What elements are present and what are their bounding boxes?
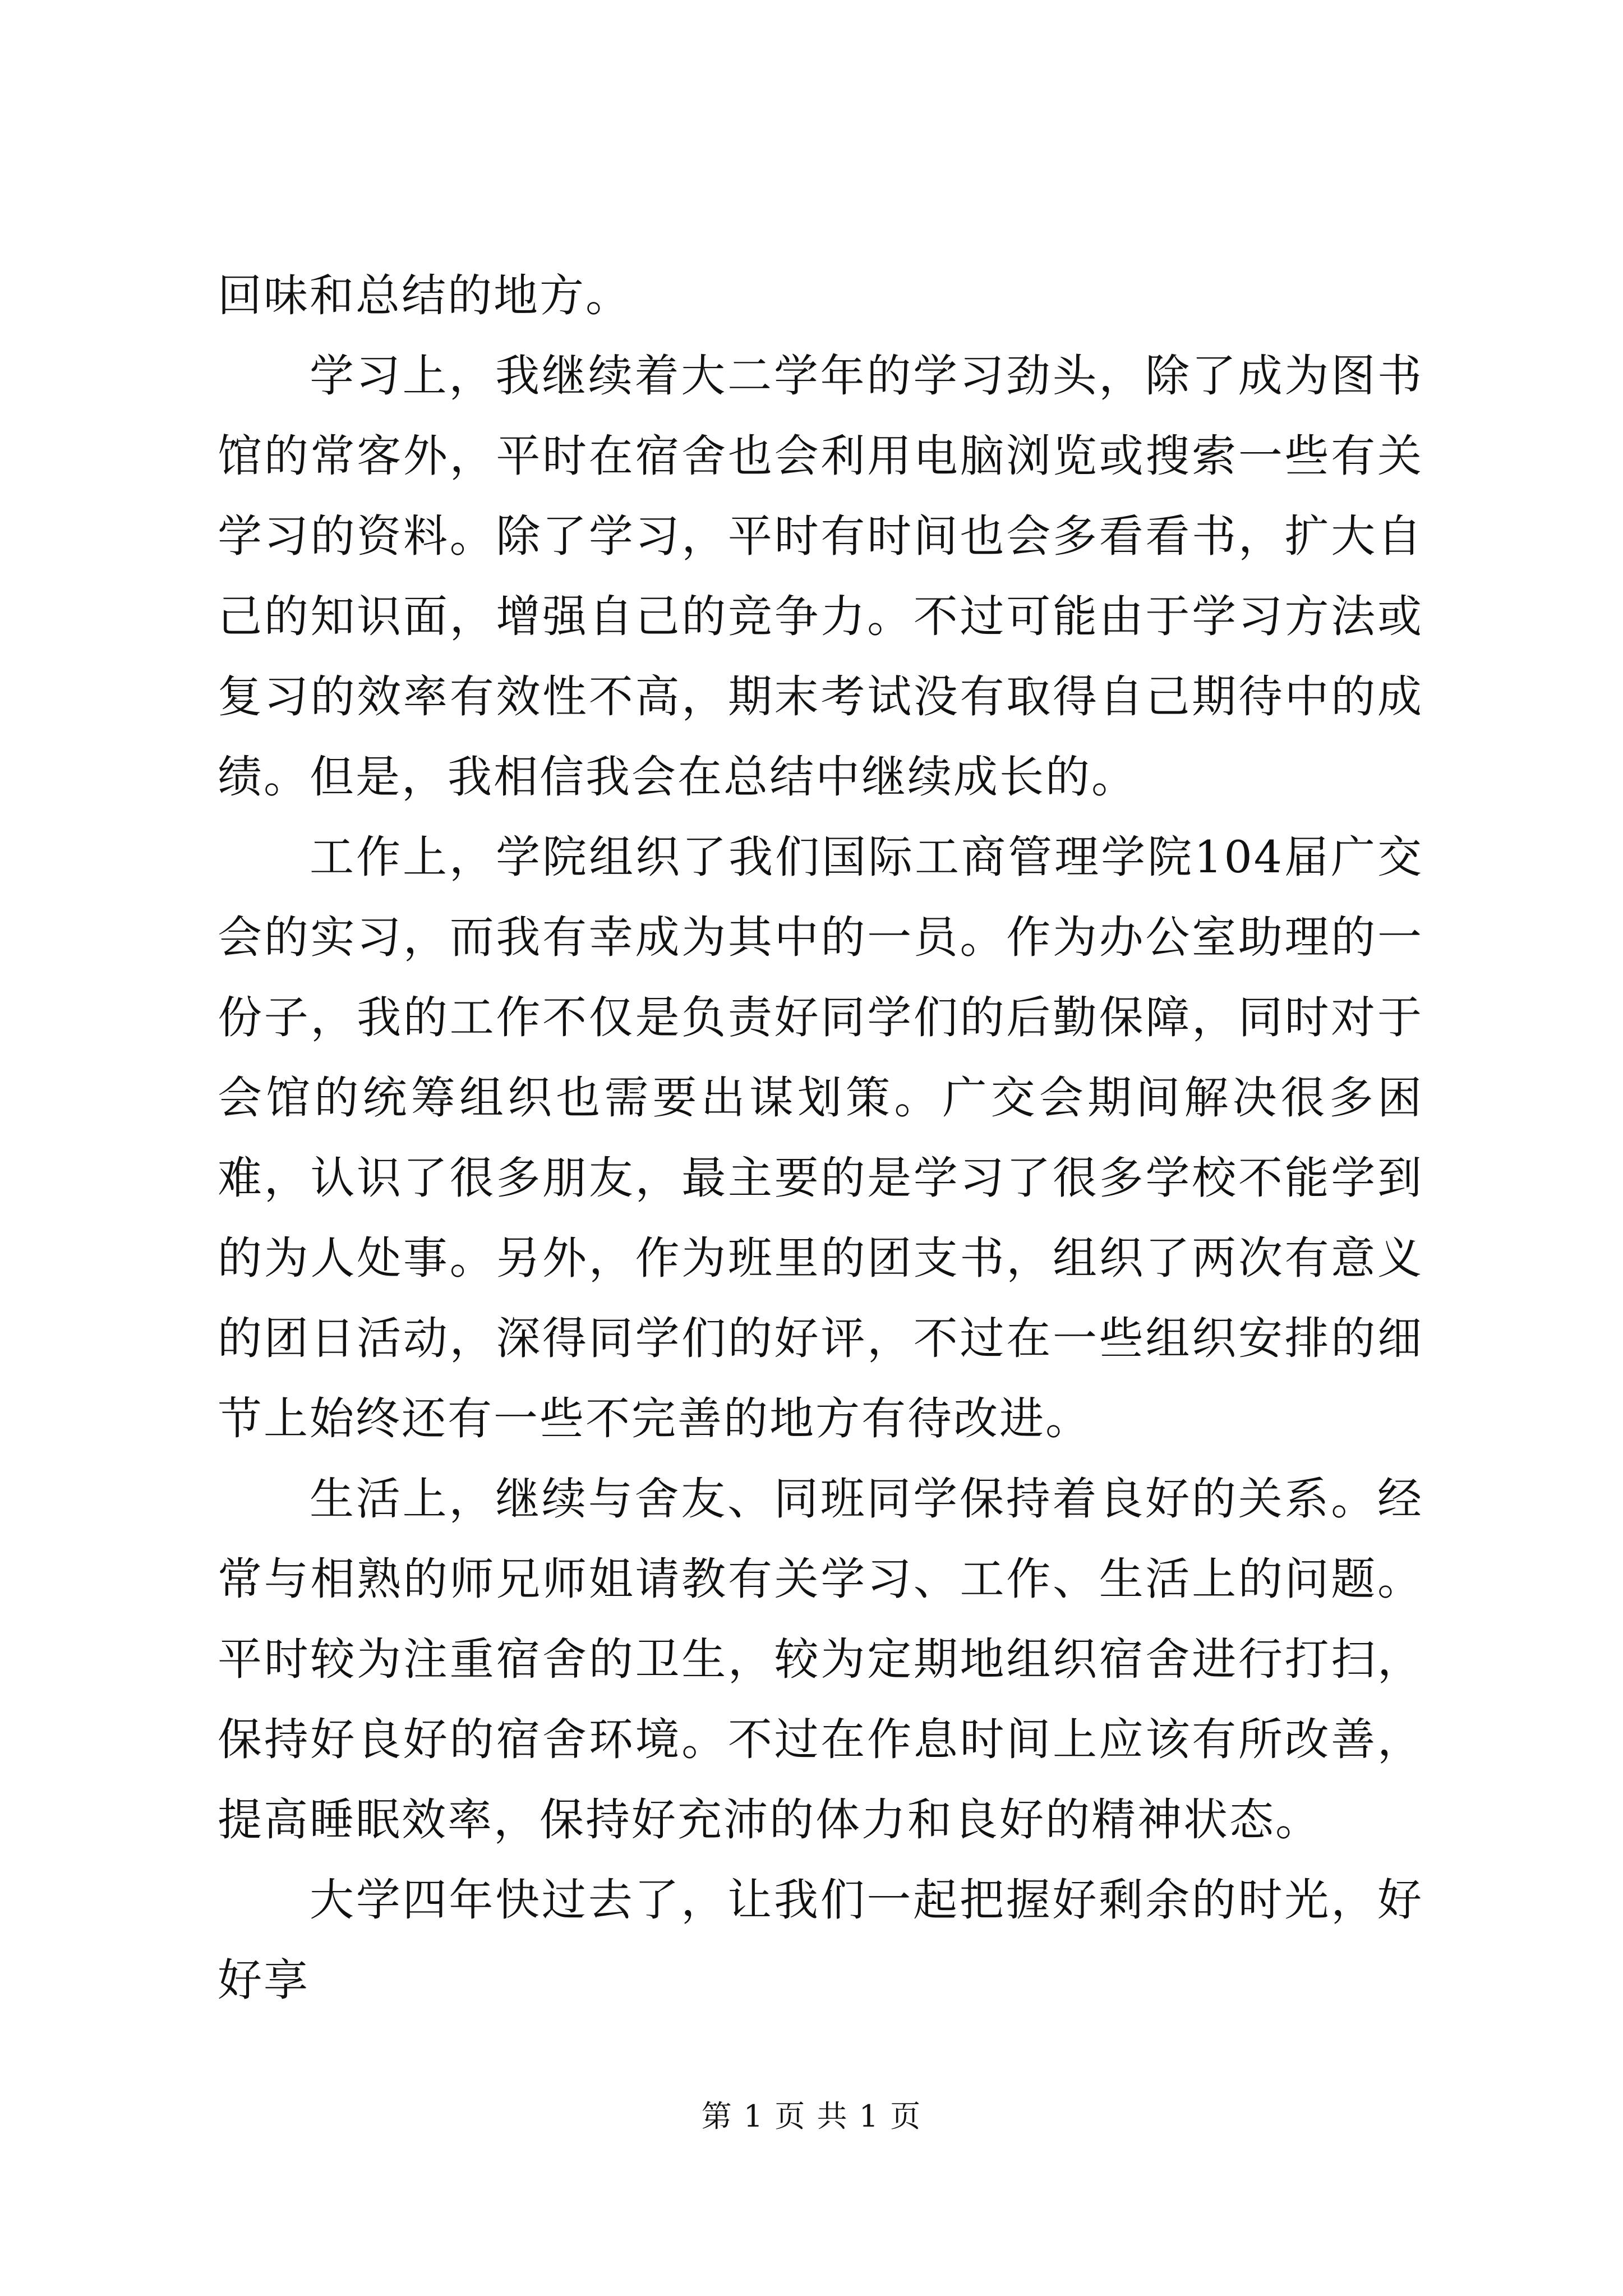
paragraph-conclusion: 大学四年快过去了，让我们一起把握好剩余的时光，好好享	[218, 1874, 1423, 2006]
paragraph-study: 学习上，我继续着大二学年的学习劲头，除了成为图书馆的常客外，平时在宿舍也会利用电脑浏览或搜索一些有关学习的资料。除了学习，平时有时间也会多看看书，扩大自己的知识面，增强自己的竞争力。不过可能由于学习方法或复习的效率有效性不高，期末考试没有取得自己期待中的成绩。但是，我相信我会在总结中继续成长的。	[218, 350, 1423, 803]
page-footer: 第 1 页 共 1 页	[701, 2099, 922, 2134]
paragraph-work: 工作上，学院组织了我们国际工商管理学院104届广交会的实习，而我有幸成为其中的一员。作为办公室助理的一份子，我的工作不仅是负责好同学们的后勤保障，同时对于会馆的统筹组织也需要出谋划策。广交会期间解决很多困难，认识了很多朋友，最主要的是学习了很多学校不能学到的为人处事。另外，作为班里的团支书，组织了两次有意义的团日活动，深得同学们的好评，不过在一些组织安排的细节上始终还有一些不完善的地方有待改进。	[218, 831, 1423, 1444]
paragraph-life: 生活上，继续与舍友、同班同学保持着良好的关系。经常与相熟的师兄师姐请教有关学习、工作、生活上的问题。平时较为注重宿舍的卫生，较为定期地组织宿舍进行打扫，保持好良好的宿舍环境。不过在作息时间上应该有所改善，提高睡眠效率，保持好充沛的体力和良好的精神状态。	[218, 1473, 1423, 1846]
paragraph-continuation: 回味和总结的地方。	[218, 270, 631, 321]
document-body	[218, 256, 1423, 2021]
